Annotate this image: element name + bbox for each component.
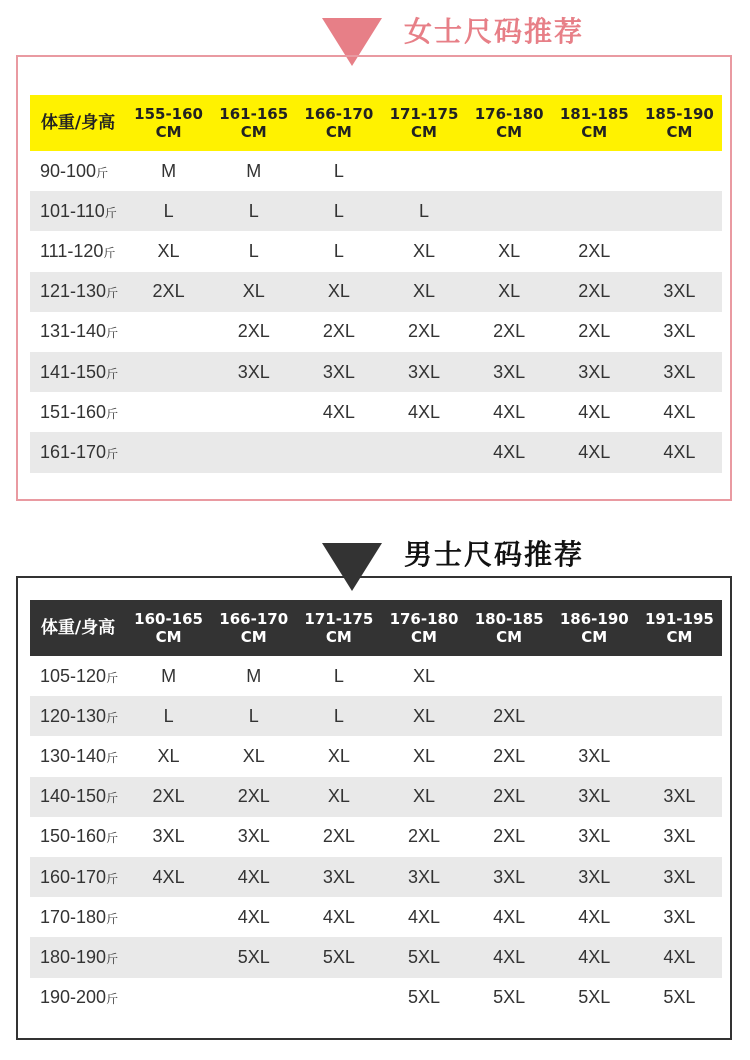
weight-unit: 斤: [106, 951, 119, 966]
weight-unit: 斤: [106, 406, 119, 421]
weight-unit: 斤: [106, 831, 119, 846]
size-cell: 2XL: [493, 826, 526, 847]
size-cell: 3XL: [152, 826, 185, 847]
size-cell: 3XL: [552, 857, 637, 897]
size-cell: 2XL: [407, 321, 440, 342]
men-size-panel: [16, 576, 732, 1040]
men-size-table: [30, 600, 722, 1018]
size-cell: 2XL: [237, 321, 270, 342]
size-cell: [211, 392, 296, 432]
women-size-panel: [16, 55, 732, 501]
size-cell: [381, 432, 466, 472]
size-cell: XL: [157, 240, 180, 261]
weight-unit: 斤: [106, 992, 119, 1007]
weight-cell: [30, 231, 126, 271]
table-row: [30, 857, 722, 897]
men-height-col-6: 191-195 CM: [644, 610, 714, 646]
weight-cell: [30, 696, 126, 736]
weight-cell: [30, 656, 126, 696]
size-cell: L: [248, 240, 259, 261]
size-cell: L: [333, 665, 344, 686]
men-height-col-5: 186-190 CM: [559, 610, 629, 646]
women-height-col-4: 176-180 CM: [474, 105, 544, 141]
men-header-label: 体重/身高: [40, 618, 116, 638]
men-height-col-3: 176-180 CM: [389, 610, 459, 646]
women-height-col-6: 185-190 CM: [644, 105, 714, 141]
size-cell: 4XL: [237, 906, 270, 927]
size-cell: 3XL: [381, 352, 466, 392]
weight-range: 121-130: [40, 281, 107, 302]
size-cell: 3XL: [637, 352, 722, 392]
size-cell: 2XL: [578, 240, 611, 261]
weight-cell: [30, 272, 126, 312]
weight-cell: [30, 937, 126, 977]
size-cell: 4XL: [407, 401, 440, 422]
weight-cell: [30, 817, 126, 857]
table-row: [30, 736, 722, 776]
size-cell: 3XL: [211, 352, 296, 392]
size-cell: L: [381, 191, 466, 231]
men-height-col-2: 171-175 CM: [304, 610, 374, 646]
size-cell: 4XL: [211, 857, 296, 897]
weight-unit: 斤: [104, 205, 117, 220]
weight-range: 120-130: [40, 705, 107, 726]
table-row: [30, 656, 722, 696]
size-cell: [552, 151, 637, 191]
size-cell: 4XL: [637, 937, 722, 977]
women-height-col-1: 161-165 CM: [219, 105, 289, 141]
size-cell: 2XL: [211, 777, 296, 817]
size-cell: [296, 978, 381, 1018]
weight-range: 130-140: [40, 745, 107, 766]
table-row: [30, 231, 722, 271]
table-row: [30, 897, 722, 937]
weight-range: 90-100: [40, 160, 97, 181]
size-cell: 3XL: [237, 826, 270, 847]
weight-cell: [30, 857, 126, 897]
size-cell: [552, 191, 637, 231]
size-cell: M: [246, 665, 262, 686]
weight-range: 111-120: [40, 240, 104, 261]
size-cell: 4XL: [126, 857, 211, 897]
table-row: [30, 777, 722, 817]
table-row: [30, 272, 722, 312]
women-header-row: [30, 95, 722, 151]
weight-unit: 斤: [106, 710, 119, 725]
size-cell: 2XL: [126, 272, 211, 312]
size-cell: L: [296, 191, 381, 231]
size-cell: [211, 978, 296, 1018]
size-cell: [637, 656, 722, 696]
table-row: [30, 978, 722, 1018]
size-cell: M: [161, 665, 177, 686]
table-row: [30, 191, 722, 231]
size-cell: 5XL: [381, 937, 466, 977]
size-cell: 4XL: [407, 906, 440, 927]
weight-cell: [30, 978, 126, 1018]
size-cell: L: [333, 240, 344, 261]
size-cell: [637, 231, 722, 271]
size-cell: 3XL: [637, 777, 722, 817]
size-cell: M: [246, 160, 262, 181]
size-cell: 4XL: [322, 906, 355, 927]
size-cell: 2XL: [407, 826, 440, 847]
size-cell: [467, 151, 552, 191]
weight-unit: 斤: [106, 871, 119, 886]
women-title: 女士尺码推荐: [404, 15, 585, 48]
size-cell: [126, 312, 211, 352]
size-cell: [637, 151, 722, 191]
weight-unit: 斤: [106, 286, 119, 301]
size-cell: XL: [498, 240, 521, 261]
size-cell: 3XL: [637, 857, 722, 897]
weight-range: 140-150: [40, 786, 107, 807]
size-cell: XL: [296, 777, 381, 817]
size-cell: [211, 432, 296, 472]
size-cell: XL: [467, 272, 552, 312]
size-cell: 3XL: [663, 906, 696, 927]
size-cell: 5XL: [407, 987, 440, 1008]
weight-unit: 斤: [106, 446, 119, 461]
table-row: [30, 696, 722, 736]
size-cell: L: [211, 696, 296, 736]
weight-cell: [30, 392, 126, 432]
size-cell: 2XL: [322, 321, 355, 342]
size-cell: [637, 696, 722, 736]
weight-range: 160-170: [40, 866, 107, 887]
weight-cell: [30, 312, 126, 352]
table-row: [30, 151, 722, 191]
size-cell: M: [161, 160, 177, 181]
size-cell: XL: [381, 777, 466, 817]
weight-range: 101-110: [40, 200, 105, 221]
weight-cell: [30, 777, 126, 817]
size-cell: 4XL: [493, 401, 526, 422]
size-cell: 3XL: [467, 857, 552, 897]
size-cell: 4XL: [322, 401, 355, 422]
weight-range: 131-140: [40, 321, 107, 342]
men-height-col-1: 166-170 CM: [219, 610, 289, 646]
size-cell: 4XL: [663, 401, 696, 422]
weight-unit: 斤: [106, 670, 119, 685]
size-cell: 3XL: [578, 745, 611, 766]
size-cell: L: [126, 191, 211, 231]
weight-unit: 斤: [106, 911, 119, 926]
weight-unit: 斤: [106, 366, 119, 381]
women-height-col-5: 181-185 CM: [559, 105, 629, 141]
men-header-row: [30, 600, 722, 656]
women-size-table: [30, 95, 722, 473]
size-cell: [467, 191, 552, 231]
table-row: [30, 432, 722, 472]
table-row: [30, 937, 722, 977]
size-cell: XL: [412, 240, 435, 261]
weight-unit: 斤: [106, 791, 119, 806]
size-cell: 3XL: [552, 777, 637, 817]
size-cell: 4XL: [578, 401, 611, 422]
size-cell: L: [333, 160, 344, 181]
size-cell: L: [211, 191, 296, 231]
size-cell: 2XL: [578, 321, 611, 342]
size-cell: XL: [327, 745, 350, 766]
weight-unit: 斤: [96, 165, 109, 180]
size-cell: [467, 656, 552, 696]
size-cell: [126, 897, 211, 937]
weight-cell: [30, 151, 126, 191]
size-cell: 3XL: [663, 321, 696, 342]
size-cell: [296, 432, 381, 472]
size-cell: 5XL: [211, 937, 296, 977]
size-cell: XL: [242, 745, 265, 766]
weight-range: 161-170: [40, 441, 107, 462]
size-cell: 3XL: [578, 826, 611, 847]
table-row: [30, 312, 722, 352]
size-cell: 4XL: [467, 937, 552, 977]
weight-range: 190-200: [40, 987, 107, 1008]
size-cell: XL: [381, 272, 466, 312]
women-height-col-2: 166-170 CM: [304, 105, 374, 141]
size-cell: 2XL: [467, 696, 552, 736]
weight-cell: [30, 897, 126, 937]
size-cell: 3XL: [296, 352, 381, 392]
weight-cell: [30, 352, 126, 392]
size-cell: [381, 151, 466, 191]
size-cell: 5XL: [663, 987, 696, 1008]
women-height-col-0: 155-160 CM: [134, 105, 203, 141]
size-cell: 3XL: [663, 826, 696, 847]
women-header-label: 体重/身高: [40, 113, 116, 133]
table-row: [30, 352, 722, 392]
size-cell: XL: [296, 272, 381, 312]
weight-range: 180-190: [40, 946, 107, 967]
size-cell: 2XL: [467, 777, 552, 817]
size-cell: [637, 736, 722, 776]
size-cell: [126, 937, 211, 977]
size-cell: [126, 432, 211, 472]
weight-range: 141-150: [40, 361, 107, 382]
men-title: 男士尺码推荐: [404, 538, 585, 571]
size-cell: 2XL: [322, 826, 355, 847]
table-row: [30, 817, 722, 857]
men-height-col-0: 160-165 CM: [134, 610, 203, 646]
weight-unit: 斤: [103, 245, 116, 260]
size-cell: 2XL: [552, 272, 637, 312]
size-cell: 4XL: [637, 432, 722, 472]
size-cell: 3XL: [467, 352, 552, 392]
size-cell: XL: [381, 696, 466, 736]
size-cell: 4XL: [578, 906, 611, 927]
size-cell: 3XL: [381, 857, 466, 897]
women-height-col-3: 171-175 CM: [389, 105, 459, 141]
weight-unit: 斤: [106, 750, 119, 765]
size-cell: [552, 656, 637, 696]
size-cell: 5XL: [578, 987, 611, 1008]
weight-cell: [30, 736, 126, 776]
size-cell: [126, 392, 211, 432]
size-cell: 3XL: [637, 272, 722, 312]
size-cell: 4XL: [467, 432, 552, 472]
weight-cell: [30, 191, 126, 231]
table-row: [30, 392, 722, 432]
size-cell: 5XL: [296, 937, 381, 977]
size-cell: XL: [211, 272, 296, 312]
weight-range: 105-120: [40, 665, 107, 686]
size-cell: [126, 978, 211, 1018]
size-cell: 2XL: [493, 745, 526, 766]
size-cell: [126, 352, 211, 392]
size-cell: 5XL: [493, 987, 526, 1008]
size-cell: 2XL: [126, 777, 211, 817]
weight-cell: [30, 432, 126, 472]
weight-range: 170-180: [40, 906, 107, 927]
size-cell: L: [296, 696, 381, 736]
size-cell: L: [126, 696, 211, 736]
size-cell: 2XL: [493, 321, 526, 342]
men-height-col-4: 180-185 CM: [474, 610, 544, 646]
size-cell: 4XL: [552, 432, 637, 472]
size-cell: 4XL: [552, 937, 637, 977]
size-cell: XL: [157, 745, 180, 766]
size-cell: 4XL: [493, 906, 526, 927]
size-cell: XL: [412, 665, 435, 686]
weight-unit: 斤: [106, 326, 119, 341]
size-cell: 3XL: [552, 352, 637, 392]
size-cell: [552, 696, 637, 736]
weight-range: 150-160: [40, 826, 107, 847]
weight-range: 151-160: [40, 401, 107, 422]
size-cell: [637, 191, 722, 231]
size-cell: XL: [412, 745, 435, 766]
size-cell: 3XL: [296, 857, 381, 897]
